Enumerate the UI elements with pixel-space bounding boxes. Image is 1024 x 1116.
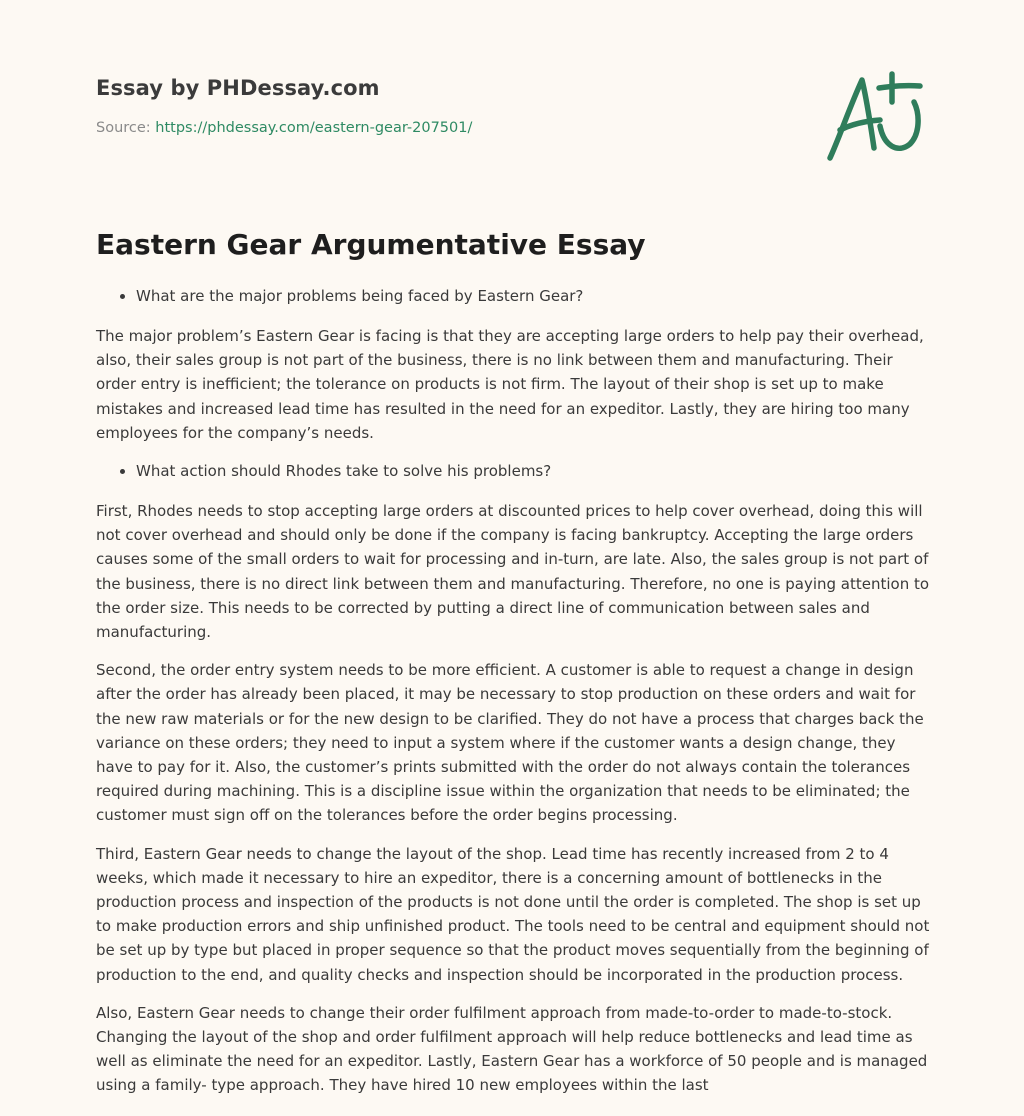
essay-paragraph: The major problem’s Eastern Gear is facing is that they are accepting large orders to help pay their overhead, also, their sales group is not part of the business, there is no link between them and manufacturing. Their order entry is inefficient; the tolerance on products is not firm. The layout of their shop is set up to make mistakes and increased lead time has resulted in the need for an expeditor. Lastly, they are hiring too many employees for the company’s needs.: [96, 327, 924, 442]
page-header: [96, 76, 472, 136]
essay-title: Eastern Gear Argumentative Essay: [96, 228, 646, 261]
a-plus-grade-icon: [822, 66, 932, 166]
site-brand: Essay by PHDessay.com: [96, 76, 380, 100]
question-list: [96, 284, 936, 308]
question-list: [96, 459, 936, 483]
essay-content: [96, 226, 936, 1112]
source-link[interactable]: https://phdessay.com/eastern-gear-207501/: [155, 120, 473, 136]
essay-paragraph: Also, Eastern Gear needs to change their order fulfilment approach from made-to-order to made-to-stock. Changing the layout of the shop and order fulfilment approach will help reduce bottlenecks and lead time as well as eliminate the need for an expeditor. Lastly, Eastern Gear has a workforce of 50 people and is managed using a family- type approach. They have hired 10 new employees within the last: [96, 1003, 928, 1095]
source-label: Source:: [96, 120, 151, 136]
essay-paragraph: Third, Eastern Gear needs to change the layout of the shop. Lead time has recently increased from 2 to 4 weeks, which made it necessary to hire an expeditor, there is a concerning amount of bottlenecks in the production process and inspection of the products is not done until the order is completed. The shop is set up to make production errors and ship unfinished product. The tools need to be central and equipment should not be set up by type but placed in proper sequence so that the product moves sequentially from the beginning of production to the end, and quality checks and inspection should be incorporated in the production process.: [96, 844, 930, 984]
question-item: • What action should Rhodes take to solve his problems?: [136, 459, 936, 483]
question-item: • What are the major problems being faced by Eastern Gear?: [136, 284, 936, 308]
essay-paragraph: Second, the order entry system needs to be more efficient. A customer is able to request a change in design after the order has already been placed, it may be necessary to stop production on these orders and wait for the new raw materials or for the new design to be clarified. They do not have a process that charges back the variance on these orders; they need to input a system where if the customer wants a design change, they have to pay for it. Also, the customer’s prints submitted with the order do not always contain the tolerances required during machining. This is a discipline issue within the organization that needs to be eliminated; the customer must sign off on the tolerances before the order begins processing.: [96, 661, 924, 825]
source-line: [96, 120, 472, 136]
essay-paragraph: First, Rhodes needs to stop accepting large orders at discounted prices to help cover overhead, doing this will not cover overhead and should only be done if the company is facing bankruptcy. Accepting the large orders causes some of the small orders to wait for processing and in-turn, are late. Also, the sales group is not part of the business, there is no direct link between them and manufacturing. Therefore, no one is paying attention to the order size. This needs to be corrected by putting a direct line of communication between sales and manufacturing.: [96, 502, 930, 642]
